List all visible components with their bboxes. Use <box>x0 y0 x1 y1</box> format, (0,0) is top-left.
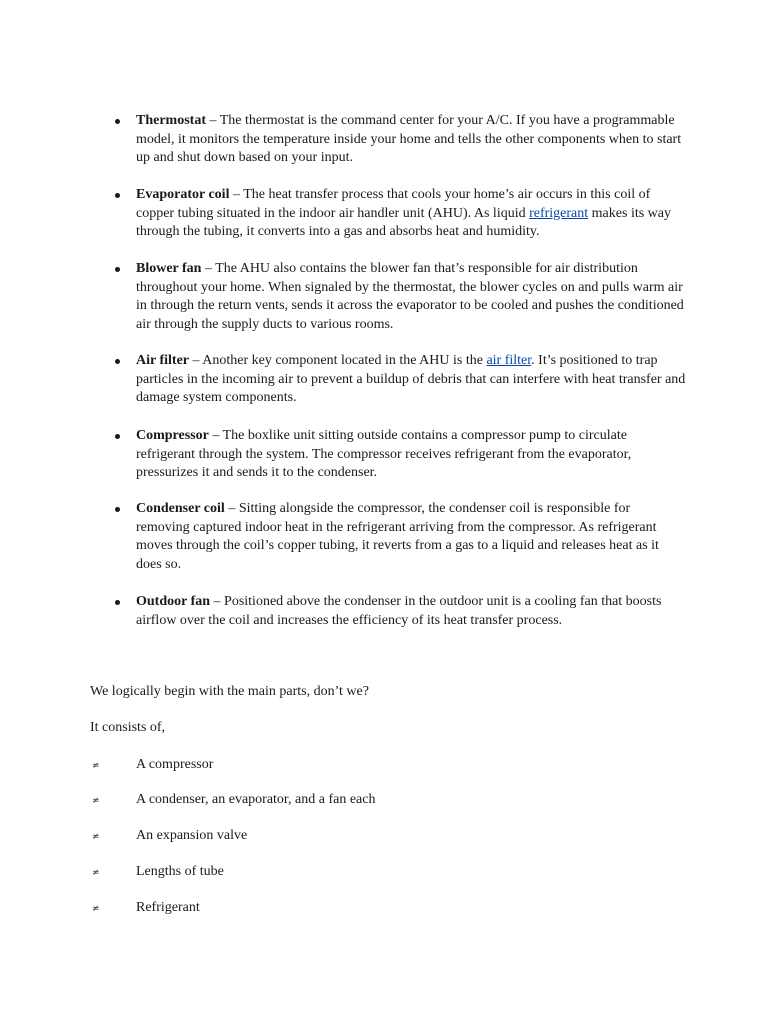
list-item-compressor <box>110 427 690 483</box>
term-separator: – <box>189 353 203 368</box>
part-item <box>90 828 590 848</box>
bullet-dot <box>115 359 120 364</box>
item-text: The boxlike unit sitting outside contains a compressor pump to circulate refrigerant through the system. The compressor receives refrigerant from the evaporator, pressurizes it and sends it to the condenser. <box>136 428 632 480</box>
item-text-after: makes its way through the tubing, it converts into a gas and absorbs heat and humidity. <box>136 205 671 239</box>
term-separator: – <box>201 261 216 276</box>
item-text: Another key component located in the AHU is the <box>202 353 487 368</box>
part-item <box>90 900 590 920</box>
item-text: The heat transfer process that cools your home’s air occurs in this coil of copper tubing situated in the indoor air handler unit (AHU). As liquid <box>136 187 651 221</box>
part-item <box>90 864 590 884</box>
part-item <box>90 792 590 812</box>
list-item-outdoor-fan <box>110 593 690 630</box>
bullet-dot <box>115 507 120 512</box>
part-label: Refrigerant <box>136 900 200 915</box>
item-text: The thermostat is the command center for your A/C. If you have a programmable model, it monitors the temperature inside your home and tells the other components when to start up and shut down based on your input. <box>136 113 682 165</box>
term-separator: – <box>208 428 223 443</box>
item-term: Blower fan <box>136 261 202 276</box>
term-separator: – <box>229 187 244 202</box>
list-item-evaporator-coil <box>110 186 690 242</box>
term-separator: – <box>206 113 220 128</box>
part-label: A condenser, an evaporator, and a fan each <box>136 792 376 807</box>
bullet-dot <box>115 600 120 605</box>
part-label: A compressor <box>136 757 214 772</box>
air-filter-link[interactable]: air filter <box>486 353 532 368</box>
bullet-dot <box>115 119 120 124</box>
term-separator: – <box>210 594 225 609</box>
item-term: Compressor <box>136 428 209 443</box>
item-text-after: . It’s positioned to trap particles in the incoming air to prevent a buildup of debris that can interfere with heat transfer and damage system components. <box>136 353 686 405</box>
item-paragraph <box>136 112 686 168</box>
not-equal-bullet-icon: ≠ <box>92 796 100 806</box>
bullet-dot <box>115 193 120 198</box>
list-item-air-filter <box>110 352 690 408</box>
not-equal-bullet-icon: ≠ <box>92 904 100 914</box>
item-paragraph <box>136 260 686 334</box>
item-paragraph <box>136 352 686 408</box>
part-label: An expansion valve <box>136 828 248 843</box>
not-equal-bullet-icon: ≠ <box>92 761 100 771</box>
bullet-dot <box>115 434 120 439</box>
item-text: Sitting alongside the compressor, the condenser coil is responsible for removing captured indoor heat in the refrigerant arriving from the compressor. As refrigerant moves through the coil’s copper tubing, it reverts from a gas to a liquid and releases heat as it does so. <box>136 501 659 572</box>
bullet-dot <box>115 267 120 272</box>
item-term: Air filter <box>136 353 189 368</box>
not-equal-bullet-icon: ≠ <box>92 868 100 878</box>
list-item-condenser-coil <box>110 500 690 574</box>
not-equal-bullet-icon: ≠ <box>92 832 100 842</box>
item-term: Thermostat <box>136 113 206 128</box>
item-text: The AHU also contains the blower fan that’s responsible for air distribution throughout your home. When signaled by the thermostat, the blower cycles on and pulls warm air in through the return vents, sends it across the evaporator to be cooled and pushes the conditioned air through the supply ducts to various rooms. <box>136 261 684 332</box>
item-paragraph <box>136 500 686 574</box>
item-paragraph <box>136 593 686 630</box>
item-text: Positioned above the condenser in the outdoor unit is a cooling fan that boosts airflow over the coil and increases the efficiency of its heat transfer process. <box>136 594 662 628</box>
list-item-blower-fan <box>110 260 690 334</box>
term-separator: – <box>224 501 239 516</box>
list-item-thermostat <box>110 112 690 168</box>
refrigerant-link[interactable]: refrigerant <box>529 205 589 221</box>
consists-label: It consists of, <box>90 720 166 735</box>
item-term: Condenser coil <box>136 501 225 516</box>
part-item <box>90 757 590 777</box>
item-term: Outdoor fan <box>136 594 211 609</box>
item-paragraph <box>136 186 686 242</box>
item-term: Evaporator coil <box>136 187 230 202</box>
part-label: Lengths of tube <box>136 864 224 879</box>
intro-sentence: We logically begin with the main parts, don’t we? <box>90 684 369 699</box>
item-paragraph <box>136 427 686 483</box>
